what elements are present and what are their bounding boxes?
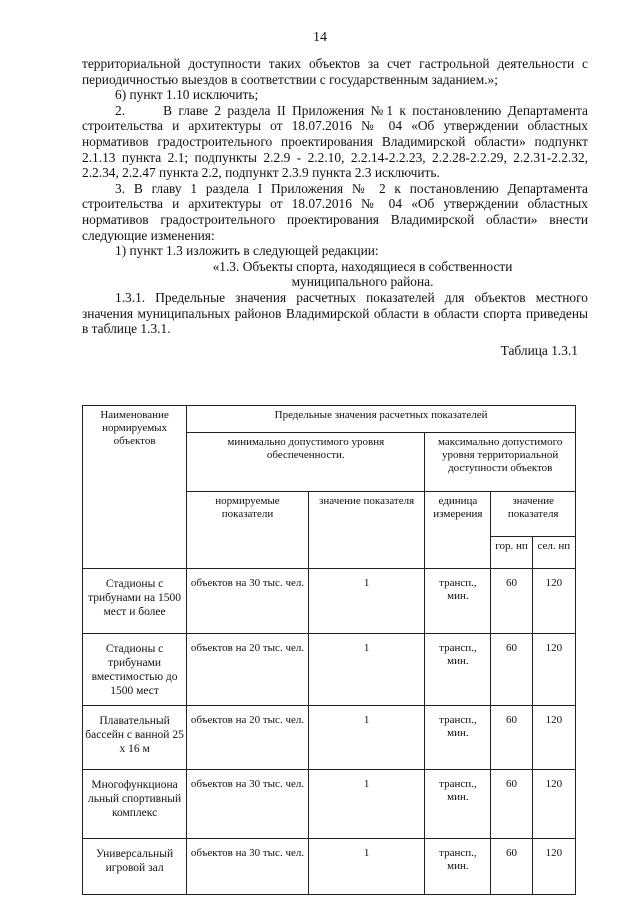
row-rural: 120 bbox=[532, 770, 575, 839]
row-rural: 120 bbox=[532, 839, 575, 895]
row-unit: трансп., мин. bbox=[425, 770, 491, 839]
header-max-level: максимально допустимого уровня территориальной доступности объектов bbox=[425, 433, 576, 492]
row-value: 1 bbox=[308, 839, 425, 895]
paragraph-2: 2. В главе 2 раздела II Приложения №1 к постановлению Департамента строительства и архитектуры от 18.07.2016 № 04 «Об утверждении областных нормативов градостроительного проектирования Владимирской области» подпункт 2.1.13 пункта 2.1; подпункты 2.2.9 - 2.2.10, 2.2.14-2.2.23, 2.2.28-2.2.29, 2.2.31-2.2.32, 2.2.34, 2.2.47 пункта 2.2, подпункт 2.3.9 пункта 2.3 исключить. bbox=[82, 102, 588, 181]
row-value: 1 bbox=[308, 634, 425, 706]
paragraph-3: 3. В главу 1 раздела I Приложения № 2 к постановлению Департамента строительства и архитектуры от 18.07.2016 № 04 «Об утверждении областных нормативов градостроительного проектирования Владимирской области» внести следующие изменения: bbox=[82, 180, 588, 243]
paragraph-item-6: 6) пункт 1.10 исключить; bbox=[115, 87, 259, 103]
row-value: 1 bbox=[308, 706, 425, 770]
row-value: 1 bbox=[308, 569, 425, 634]
header-rural: сел. нп bbox=[532, 537, 575, 569]
paragraph-continuation: территориальной доступности таких объектов за счет гастрольной деятельности с периодичностью выездов в соответствии с государственным заданием.»; bbox=[82, 56, 588, 87]
row-norm: объектов на 20 тыс. чел. bbox=[187, 634, 309, 706]
header-min-level: минимально допустимого уровня обеспеченности. bbox=[187, 433, 425, 492]
table-row bbox=[83, 706, 576, 770]
document-body bbox=[82, 56, 588, 358]
row-norm: объектов на 30 тыс. чел. bbox=[187, 569, 309, 634]
row-urban: 60 bbox=[491, 569, 532, 634]
row-object-name: Плавательный бассейн с ванной 25 х 16 м bbox=[83, 706, 187, 770]
header-unit: единица измерения bbox=[425, 492, 491, 569]
row-urban: 60 bbox=[491, 634, 532, 706]
header-object-name: Наименование нормируемых объектов bbox=[83, 406, 187, 569]
table-row bbox=[83, 569, 576, 634]
row-urban: 60 bbox=[491, 839, 532, 895]
row-norm: объектов на 20 тыс. чел. bbox=[187, 706, 309, 770]
row-object-name: Стадионы с трибунами вместимостью до 1500 мест bbox=[83, 634, 187, 706]
row-unit: трансп., мин. bbox=[425, 839, 491, 895]
section-title-line-2: муниципального района. bbox=[291, 274, 434, 290]
row-unit: трансп., мин. bbox=[425, 634, 491, 706]
row-unit: трансп., мин. bbox=[425, 569, 491, 634]
header-urban: гор. нп bbox=[491, 537, 532, 569]
row-rural: 120 bbox=[532, 706, 575, 770]
table-row bbox=[83, 634, 576, 706]
table-caption: Таблица 1.3.1 bbox=[500, 342, 578, 358]
table-row bbox=[83, 770, 576, 839]
row-object-name: Универсальный игровой зал bbox=[83, 839, 187, 895]
row-value: 1 bbox=[308, 770, 425, 839]
page-number: 14 bbox=[313, 30, 327, 45]
norms-table bbox=[82, 405, 576, 895]
row-rural: 120 bbox=[532, 634, 575, 706]
row-urban: 60 bbox=[491, 770, 532, 839]
row-object-name: Многофункциона льный спортивный комплекс bbox=[83, 770, 187, 839]
row-norm: объектов на 30 тыс. чел. bbox=[187, 839, 309, 895]
header-indicator-value-2: значение показателя bbox=[491, 492, 576, 537]
header-norm-indicators: нормируемые показатели bbox=[187, 492, 309, 569]
row-unit: трансп., мин. bbox=[425, 706, 491, 770]
header-limit-values: Предельные значения расчетных показателей bbox=[187, 406, 576, 433]
paragraph-1-3-1: 1.3.1. Предельные значения расчетных показателей для объектов местного значения муниципальных районов Владимирской области в области спорта приведены в таблице 1.3.1. bbox=[82, 289, 588, 337]
table-row bbox=[83, 839, 576, 895]
row-urban: 60 bbox=[491, 706, 532, 770]
row-object-name: Стадионы с трибунами на 1500 мест и более bbox=[83, 569, 187, 634]
header-indicator-value: значение показателя bbox=[308, 492, 425, 569]
paragraph-item-1: 1) пункт 1.3 изложить в следующей редакции: bbox=[115, 243, 379, 259]
section-title-line-1: «1.3. Объекты спорта, находящиеся в собственности bbox=[212, 258, 513, 274]
row-norm: объектов на 30 тыс. чел. bbox=[187, 770, 309, 839]
row-rural: 120 bbox=[532, 569, 575, 634]
